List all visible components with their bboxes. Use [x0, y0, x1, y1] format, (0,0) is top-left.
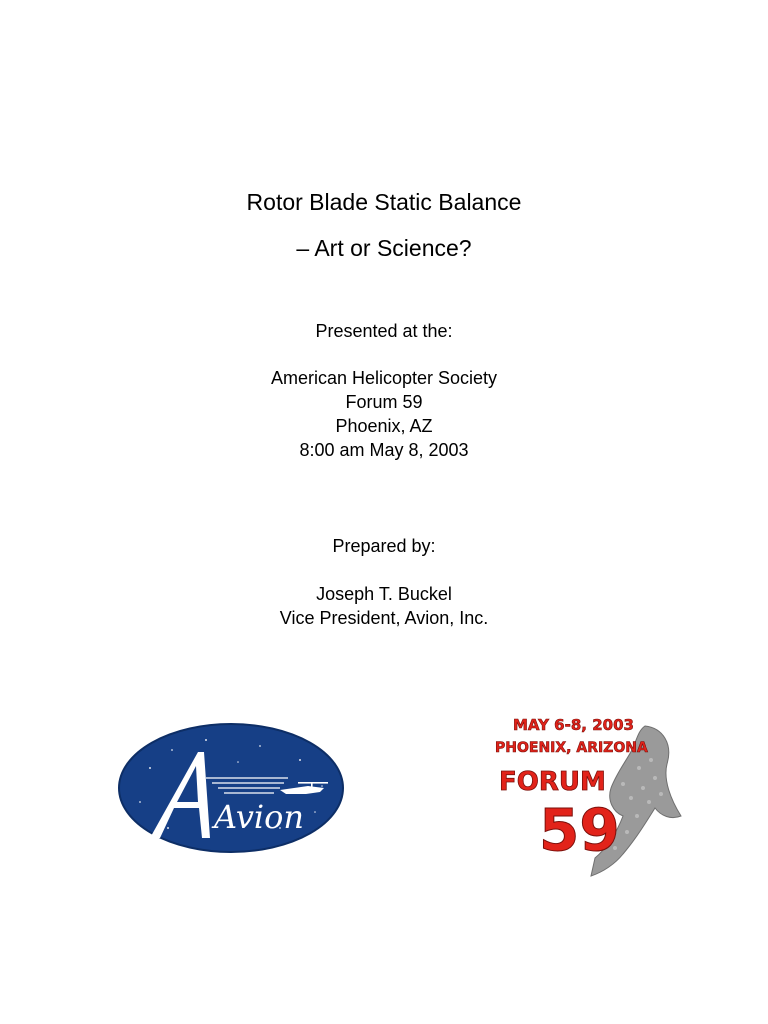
prepared-section-heading: [0, 534, 768, 558]
organization-name: American Helicopter Society: [270, 368, 498, 388]
event-name: Forum 59: [345, 392, 423, 412]
forum-59-logo-graphic: [495, 708, 685, 880]
avion-wordmark: Avion: [214, 798, 304, 836]
event-location: Phoenix, AZ: [335, 416, 433, 436]
forum-59-logo: [495, 708, 685, 880]
author-block: [0, 582, 768, 630]
event-datetime: 8:00 am May 8, 2003: [299, 440, 469, 460]
title-line-2: – Art or Science?: [296, 235, 472, 261]
forum-logo-number: 59: [539, 796, 620, 864]
avion-logo-graphic: [110, 716, 352, 860]
author-title: Vice President, Avion, Inc.: [279, 608, 489, 628]
forum-logo-dates: MAY 6-8, 2003: [513, 716, 634, 734]
venue-block: [0, 366, 768, 462]
author-name: Joseph T. Buckel: [316, 584, 452, 604]
prepared-heading: Prepared by:: [332, 536, 436, 556]
presented-section-heading: [0, 319, 768, 343]
forum-logo-word: FORUM: [499, 767, 606, 797]
title-line-1: Rotor Blade Static Balance: [246, 189, 522, 215]
presented-heading: Presented at the:: [315, 321, 453, 341]
avion-logo: [110, 716, 352, 860]
forum-logo-place: PHOENIX, ARIZONA: [495, 740, 648, 756]
